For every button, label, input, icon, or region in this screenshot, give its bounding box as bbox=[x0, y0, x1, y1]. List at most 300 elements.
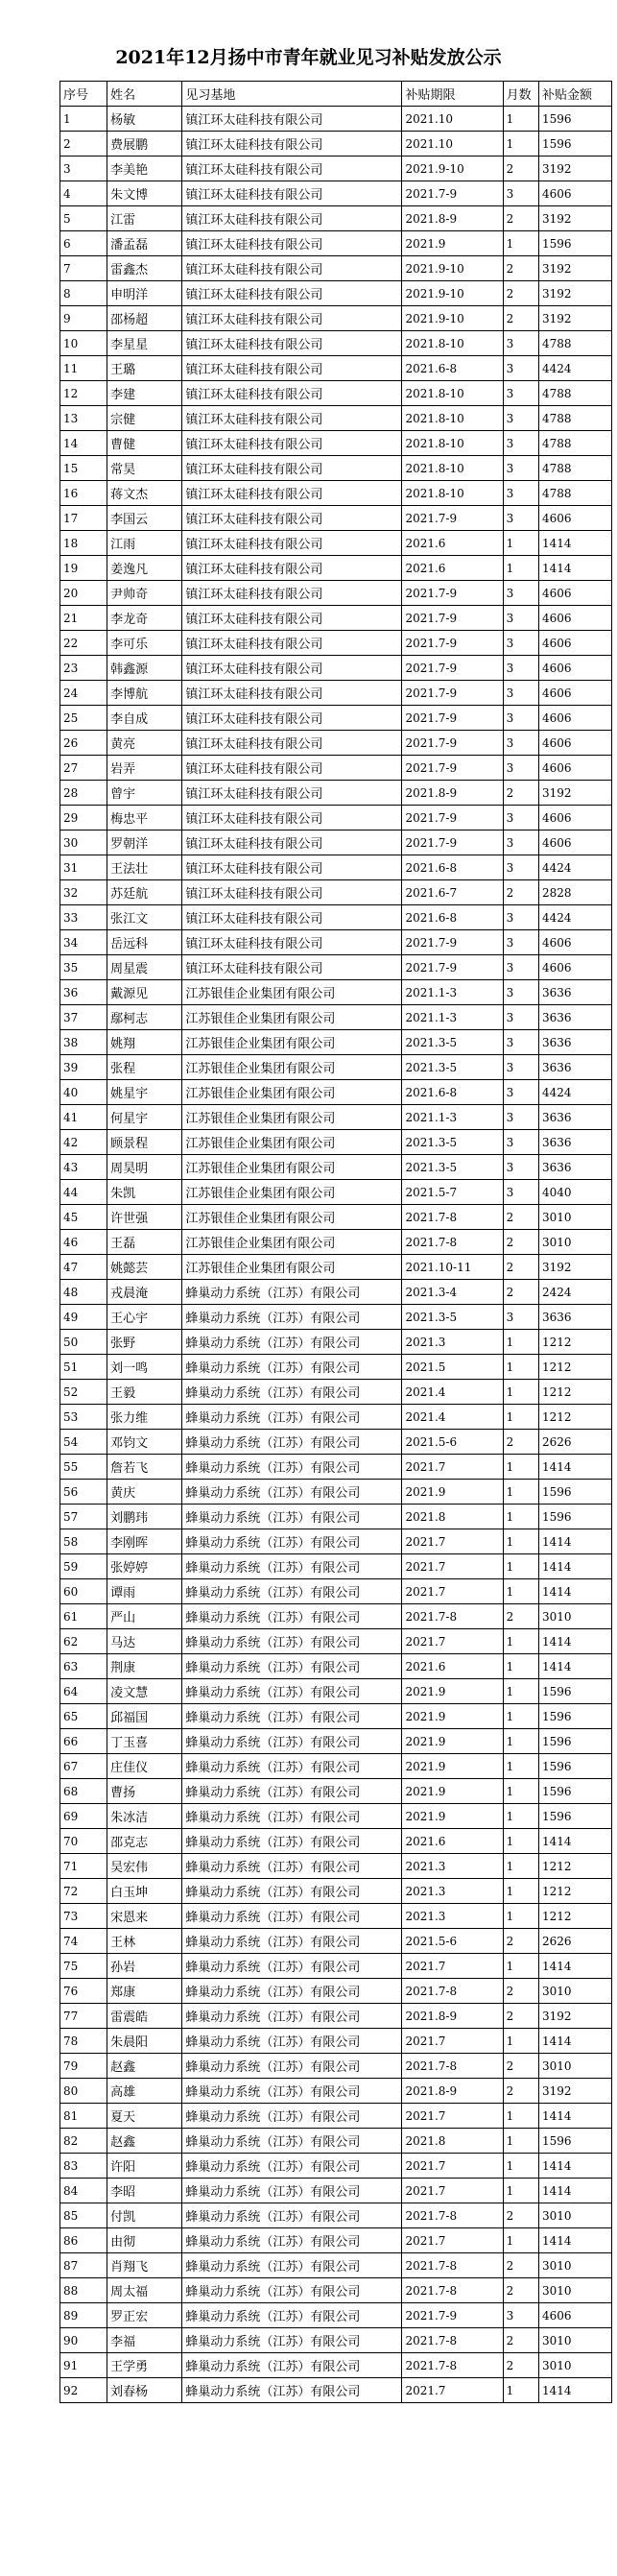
cell-amount: 4788 bbox=[539, 481, 612, 506]
cell-period: 2021.9 bbox=[402, 1729, 503, 1754]
cell-amount: 3636 bbox=[539, 1005, 612, 1030]
cell-months: 3 bbox=[503, 656, 538, 681]
cell-base: 镇江环太硅科技有限公司 bbox=[182, 955, 402, 980]
cell-period: 2021.7 bbox=[402, 1554, 503, 1579]
cell-amount: 1596 bbox=[539, 1804, 612, 1829]
cell-amount: 4606 bbox=[539, 631, 612, 656]
cell-name: 雷震皓 bbox=[107, 2004, 182, 2029]
cell-period: 2021.6-8 bbox=[402, 1080, 503, 1105]
cell-period: 2021.9 bbox=[402, 1480, 503, 1505]
table-row bbox=[60, 930, 612, 955]
cell-no: 3 bbox=[60, 156, 107, 181]
cell-base: 蜂巢动力系统（江苏）有限公司 bbox=[182, 2129, 402, 2154]
cell-base: 江苏银佳企业集团有限公司 bbox=[182, 1205, 402, 1230]
cell-months: 3 bbox=[503, 681, 538, 706]
cell-months: 1 bbox=[503, 2179, 538, 2203]
document-title: 2021年12月扬中市青年就业见习补贴发放公示 bbox=[115, 47, 502, 68]
cell-amount: 3192 bbox=[539, 256, 612, 281]
cell-name: 李自成 bbox=[107, 706, 182, 731]
cell-name: 周太福 bbox=[107, 2278, 182, 2303]
table-row bbox=[60, 905, 612, 930]
cell-amount: 3010 bbox=[539, 2353, 612, 2378]
cell-no: 32 bbox=[60, 880, 107, 905]
table-row bbox=[60, 206, 612, 231]
cell-period: 2021.6 bbox=[402, 556, 503, 581]
cell-name: 朱凯 bbox=[107, 1180, 182, 1205]
cell-period: 2021.5-6 bbox=[402, 1430, 503, 1455]
cell-base: 江苏银佳企业集团有限公司 bbox=[182, 1155, 402, 1180]
cell-name: 姚懿芸 bbox=[107, 1255, 182, 1280]
cell-base: 镇江环太硅科技有限公司 bbox=[182, 356, 402, 381]
cell-name: 雷鑫杰 bbox=[107, 256, 182, 281]
cell-no: 85 bbox=[60, 2203, 107, 2228]
cell-period: 2021.7-8 bbox=[402, 1604, 503, 1629]
cell-name: 蒋文杰 bbox=[107, 481, 182, 506]
cell-base: 蜂巢动力系统（江苏）有限公司 bbox=[182, 1979, 402, 2004]
cell-base: 镇江环太硅科技有限公司 bbox=[182, 132, 402, 156]
table-row bbox=[60, 1280, 612, 1305]
cell-base: 蜂巢动力系统（江苏）有限公司 bbox=[182, 1804, 402, 1829]
table-row bbox=[60, 706, 612, 731]
cell-months: 3 bbox=[503, 756, 538, 781]
cell-no: 58 bbox=[60, 1529, 107, 1554]
cell-base: 江苏银佳企业集团有限公司 bbox=[182, 1130, 402, 1155]
cell-months: 2 bbox=[503, 156, 538, 181]
cell-period: 2021.3-5 bbox=[402, 1055, 503, 1080]
cell-amount: 3192 bbox=[539, 781, 612, 806]
cell-base: 蜂巢动力系统（江苏）有限公司 bbox=[182, 2303, 402, 2328]
cell-period: 2021.8 bbox=[402, 1505, 503, 1529]
cell-months: 3 bbox=[503, 381, 538, 406]
cell-amount: 1212 bbox=[539, 1854, 612, 1879]
cell-period: 2021.9 bbox=[402, 1779, 503, 1804]
cell-no: 82 bbox=[60, 2129, 107, 2154]
cell-name: 由彻 bbox=[107, 2228, 182, 2253]
cell-name: 赵鑫 bbox=[107, 2129, 182, 2154]
cell-amount: 1414 bbox=[539, 1579, 612, 1604]
cell-months: 2 bbox=[503, 1604, 538, 1629]
cell-months: 1 bbox=[503, 132, 538, 156]
cell-amount: 3010 bbox=[539, 2203, 612, 2228]
cell-amount: 1414 bbox=[539, 2104, 612, 2129]
cell-name: 苏廷航 bbox=[107, 880, 182, 905]
cell-name: 申明洋 bbox=[107, 281, 182, 306]
cell-name: 荆康 bbox=[107, 1654, 182, 1679]
cell-months: 3 bbox=[503, 2303, 538, 2328]
cell-base: 蜂巢动力系统（江苏）有限公司 bbox=[182, 1355, 402, 1380]
table-row bbox=[60, 1879, 612, 1904]
cell-base: 蜂巢动力系统（江苏）有限公司 bbox=[182, 1929, 402, 1954]
cell-months: 1 bbox=[503, 531, 538, 556]
cell-name: 宋恩来 bbox=[107, 1904, 182, 1929]
cell-base: 蜂巢动力系统（江苏）有限公司 bbox=[182, 1505, 402, 1529]
cell-no: 41 bbox=[60, 1105, 107, 1130]
cell-name: 朱文博 bbox=[107, 181, 182, 206]
table-row bbox=[60, 1529, 612, 1554]
cell-base: 蜂巢动力系统（江苏）有限公司 bbox=[182, 1305, 402, 1330]
cell-name: 严山 bbox=[107, 1604, 182, 1629]
cell-no: 12 bbox=[60, 381, 107, 406]
cell-name: 邵克志 bbox=[107, 1829, 182, 1854]
cell-base: 镇江环太硅科技有限公司 bbox=[182, 281, 402, 306]
cell-name: 曾宇 bbox=[107, 781, 182, 806]
table-row bbox=[60, 606, 612, 631]
cell-months: 1 bbox=[503, 1804, 538, 1829]
cell-name: 曹扬 bbox=[107, 1779, 182, 1804]
table-row bbox=[60, 1080, 612, 1105]
cell-base: 蜂巢动力系统（江苏）有限公司 bbox=[182, 1879, 402, 1904]
cell-period: 2021.3 bbox=[402, 1330, 503, 1355]
cell-period: 2021.10 bbox=[402, 132, 503, 156]
cell-amount: 4606 bbox=[539, 706, 612, 731]
table-row bbox=[60, 731, 612, 756]
cell-period: 2021.7 bbox=[402, 2029, 503, 2054]
table-row bbox=[60, 1105, 612, 1130]
cell-months: 3 bbox=[503, 581, 538, 606]
cell-months: 3 bbox=[503, 181, 538, 206]
cell-months: 1 bbox=[503, 1505, 538, 1529]
cell-no: 50 bbox=[60, 1330, 107, 1355]
cell-no: 14 bbox=[60, 431, 107, 456]
cell-no: 70 bbox=[60, 1829, 107, 1854]
cell-amount: 1596 bbox=[539, 1704, 612, 1729]
cell-amount: 3010 bbox=[539, 1205, 612, 1230]
cell-name: 王璐 bbox=[107, 356, 182, 381]
cell-no: 2 bbox=[60, 132, 107, 156]
cell-base: 镇江环太硅科技有限公司 bbox=[182, 531, 402, 556]
cell-period: 2021.7-9 bbox=[402, 681, 503, 706]
cell-base: 镇江环太硅科技有限公司 bbox=[182, 606, 402, 631]
cell-base: 镇江环太硅科技有限公司 bbox=[182, 206, 402, 231]
cell-no: 65 bbox=[60, 1704, 107, 1729]
cell-name: 付凯 bbox=[107, 2203, 182, 2228]
table-row bbox=[60, 1030, 612, 1055]
cell-no: 73 bbox=[60, 1904, 107, 1929]
table-row bbox=[60, 631, 612, 656]
cell-period: 2021.1-3 bbox=[402, 1105, 503, 1130]
cell-base: 蜂巢动力系统（江苏）有限公司 bbox=[182, 1380, 402, 1405]
cell-no: 29 bbox=[60, 806, 107, 831]
table-row bbox=[60, 107, 612, 132]
cell-base: 镇江环太硅科技有限公司 bbox=[182, 381, 402, 406]
cell-no: 59 bbox=[60, 1554, 107, 1579]
cell-months: 2 bbox=[503, 1255, 538, 1280]
cell-amount: 1212 bbox=[539, 1904, 612, 1929]
cell-months: 3 bbox=[503, 1105, 538, 1130]
cell-period: 2021.1-3 bbox=[402, 1005, 503, 1030]
cell-months: 3 bbox=[503, 1080, 538, 1105]
cell-name: 邵杨超 bbox=[107, 306, 182, 331]
cell-amount: 1596 bbox=[539, 1779, 612, 1804]
cell-period: 2021.3 bbox=[402, 1879, 503, 1904]
cell-months: 3 bbox=[503, 356, 538, 381]
cell-amount: 1596 bbox=[539, 107, 612, 132]
cell-no: 38 bbox=[60, 1030, 107, 1055]
cell-amount: 2828 bbox=[539, 880, 612, 905]
header-period: 补贴期限 bbox=[402, 82, 503, 107]
cell-base: 江苏银佳企业集团有限公司 bbox=[182, 1255, 402, 1280]
cell-base: 蜂巢动力系统（江苏）有限公司 bbox=[182, 2253, 402, 2278]
table-row bbox=[60, 1704, 612, 1729]
table-row bbox=[60, 681, 612, 706]
table-row bbox=[60, 1005, 612, 1030]
cell-no: 19 bbox=[60, 556, 107, 581]
cell-base: 镇江环太硅科技有限公司 bbox=[182, 855, 402, 880]
cell-name: 常昊 bbox=[107, 456, 182, 481]
table-row bbox=[60, 456, 612, 481]
cell-months: 2 bbox=[503, 306, 538, 331]
cell-period: 2021.7 bbox=[402, 2154, 503, 2179]
table-row bbox=[60, 1754, 612, 1779]
table-row bbox=[60, 1255, 612, 1280]
cell-name: 鄢柯志 bbox=[107, 1005, 182, 1030]
cell-amount: 3636 bbox=[539, 1155, 612, 1180]
cell-period: 2021.3 bbox=[402, 1854, 503, 1879]
cell-name: 吴宏伟 bbox=[107, 1854, 182, 1879]
cell-amount: 1414 bbox=[539, 1629, 612, 1654]
table-row bbox=[60, 1355, 612, 1380]
cell-base: 镇江环太硅科技有限公司 bbox=[182, 831, 402, 855]
cell-amount: 4424 bbox=[539, 855, 612, 880]
cell-months: 1 bbox=[503, 556, 538, 581]
header-name: 姓名 bbox=[107, 82, 182, 107]
cell-months: 2 bbox=[503, 281, 538, 306]
cell-period: 2021.9 bbox=[402, 1679, 503, 1704]
cell-amount: 3010 bbox=[539, 2278, 612, 2303]
cell-months: 3 bbox=[503, 331, 538, 356]
table-row bbox=[60, 506, 612, 531]
cell-base: 镇江环太硅科技有限公司 bbox=[182, 107, 402, 132]
table-row bbox=[60, 1904, 612, 1929]
cell-name: 张程 bbox=[107, 1055, 182, 1080]
cell-amount: 4606 bbox=[539, 681, 612, 706]
cell-no: 77 bbox=[60, 2004, 107, 2029]
cell-months: 1 bbox=[503, 1554, 538, 1579]
cell-period: 2021.7-9 bbox=[402, 756, 503, 781]
cell-months: 2 bbox=[503, 2203, 538, 2228]
cell-base: 蜂巢动力系统（江苏）有限公司 bbox=[182, 1455, 402, 1480]
cell-base: 蜂巢动力系统（江苏）有限公司 bbox=[182, 2029, 402, 2054]
cell-months: 1 bbox=[503, 1455, 538, 1480]
cell-amount: 1414 bbox=[539, 2179, 612, 2203]
cell-amount: 3010 bbox=[539, 1604, 612, 1629]
cell-name: 王磊 bbox=[107, 1230, 182, 1255]
cell-period: 2021.8-10 bbox=[402, 481, 503, 506]
cell-period: 2021.7-9 bbox=[402, 831, 503, 855]
table-row bbox=[60, 1380, 612, 1405]
cell-name: 李美艳 bbox=[107, 156, 182, 181]
cell-name: 姜逸凡 bbox=[107, 556, 182, 581]
cell-name: 许阳 bbox=[107, 2154, 182, 2179]
cell-amount: 4606 bbox=[539, 606, 612, 631]
table-row bbox=[60, 1779, 612, 1804]
cell-base: 蜂巢动力系统（江苏）有限公司 bbox=[182, 1579, 402, 1604]
cell-base: 蜂巢动力系统（江苏）有限公司 bbox=[182, 2353, 402, 2378]
cell-name: 王林 bbox=[107, 1929, 182, 1954]
cell-no: 86 bbox=[60, 2228, 107, 2253]
cell-no: 27 bbox=[60, 756, 107, 781]
cell-months: 2 bbox=[503, 2054, 538, 2079]
cell-base: 蜂巢动力系统（江苏）有限公司 bbox=[182, 1904, 402, 1929]
cell-period: 2021.9 bbox=[402, 1754, 503, 1779]
cell-amount: 3636 bbox=[539, 1055, 612, 1080]
cell-base: 蜂巢动力系统（江苏）有限公司 bbox=[182, 2054, 402, 2079]
cell-no: 66 bbox=[60, 1729, 107, 1754]
table-row bbox=[60, 1554, 612, 1579]
cell-name: 白玉坤 bbox=[107, 1879, 182, 1904]
cell-period: 2021.7-9 bbox=[402, 581, 503, 606]
cell-no: 21 bbox=[60, 606, 107, 631]
cell-base: 蜂巢动力系统（江苏）有限公司 bbox=[182, 1854, 402, 1879]
cell-period: 2021.7 bbox=[402, 2228, 503, 2253]
cell-name: 夏天 bbox=[107, 2104, 182, 2129]
cell-period: 2021.7 bbox=[402, 1579, 503, 1604]
table-row bbox=[60, 1804, 612, 1829]
cell-months: 1 bbox=[503, 1829, 538, 1854]
cell-name: 曹健 bbox=[107, 431, 182, 456]
cell-amount: 4606 bbox=[539, 930, 612, 955]
cell-base: 镇江环太硅科技有限公司 bbox=[182, 706, 402, 731]
table-row bbox=[60, 306, 612, 331]
cell-name: 朱晨阳 bbox=[107, 2029, 182, 2054]
cell-period: 2021.7-9 bbox=[402, 631, 503, 656]
cell-base: 江苏银佳企业集团有限公司 bbox=[182, 1080, 402, 1105]
cell-amount: 4606 bbox=[539, 831, 612, 855]
cell-base: 蜂巢动力系统（江苏）有限公司 bbox=[182, 1405, 402, 1430]
cell-period: 2021.7-8 bbox=[402, 1205, 503, 1230]
cell-period: 2021.6 bbox=[402, 1654, 503, 1679]
cell-months: 1 bbox=[503, 1654, 538, 1679]
cell-base: 江苏银佳企业集团有限公司 bbox=[182, 1105, 402, 1130]
header-base: 见习基地 bbox=[182, 82, 402, 107]
cell-no: 54 bbox=[60, 1430, 107, 1455]
cell-no: 48 bbox=[60, 1280, 107, 1305]
cell-no: 80 bbox=[60, 2079, 107, 2104]
cell-period: 2021.7-8 bbox=[402, 2054, 503, 2079]
cell-months: 1 bbox=[503, 1904, 538, 1929]
cell-months: 1 bbox=[503, 1480, 538, 1505]
cell-amount: 1212 bbox=[539, 1355, 612, 1380]
cell-no: 55 bbox=[60, 1455, 107, 1480]
cell-period: 2021.7 bbox=[402, 2378, 503, 2403]
cell-amount: 1596 bbox=[539, 1505, 612, 1529]
cell-no: 60 bbox=[60, 1579, 107, 1604]
cell-period: 2021.8-10 bbox=[402, 331, 503, 356]
cell-base: 蜂巢动力系统（江苏）有限公司 bbox=[182, 2004, 402, 2029]
cell-months: 1 bbox=[503, 2104, 538, 2129]
table-row bbox=[60, 2004, 612, 2029]
cell-base: 蜂巢动力系统（江苏）有限公司 bbox=[182, 2203, 402, 2228]
cell-period: 2021.7-9 bbox=[402, 656, 503, 681]
cell-name: 凌文慧 bbox=[107, 1679, 182, 1704]
cell-no: 31 bbox=[60, 855, 107, 880]
table-row bbox=[60, 1629, 612, 1654]
cell-period: 2021.3-5 bbox=[402, 1130, 503, 1155]
cell-period: 2021.9-10 bbox=[402, 306, 503, 331]
cell-period: 2021.7 bbox=[402, 2104, 503, 2129]
cell-period: 2021.8-9 bbox=[402, 781, 503, 806]
cell-no: 16 bbox=[60, 481, 107, 506]
cell-name: 潘孟磊 bbox=[107, 231, 182, 256]
table-row bbox=[60, 2029, 612, 2054]
cell-months: 1 bbox=[503, 2154, 538, 2179]
cell-no: 22 bbox=[60, 631, 107, 656]
cell-amount: 3192 bbox=[539, 2079, 612, 2104]
table-row bbox=[60, 1480, 612, 1505]
cell-no: 34 bbox=[60, 930, 107, 955]
cell-amount: 2626 bbox=[539, 1430, 612, 1455]
cell-period: 2021.8-10 bbox=[402, 431, 503, 456]
cell-amount: 1596 bbox=[539, 1754, 612, 1779]
cell-months: 1 bbox=[503, 1355, 538, 1380]
cell-amount: 3636 bbox=[539, 1305, 612, 1330]
cell-no: 23 bbox=[60, 656, 107, 681]
cell-amount: 3636 bbox=[539, 980, 612, 1005]
cell-name: 朱冰洁 bbox=[107, 1804, 182, 1829]
cell-amount: 3010 bbox=[539, 1230, 612, 1255]
table-row bbox=[60, 2278, 612, 2303]
cell-no: 7 bbox=[60, 256, 107, 281]
cell-base: 蜂巢动力系统（江苏）有限公司 bbox=[182, 1280, 402, 1305]
cell-months: 3 bbox=[503, 1305, 538, 1330]
cell-amount: 1596 bbox=[539, 231, 612, 256]
cell-name: 郑康 bbox=[107, 1979, 182, 2004]
cell-months: 3 bbox=[503, 955, 538, 980]
cell-name: 张婷婷 bbox=[107, 1554, 182, 1579]
cell-amount: 1414 bbox=[539, 1654, 612, 1679]
cell-amount: 4606 bbox=[539, 581, 612, 606]
cell-months: 1 bbox=[503, 1954, 538, 1979]
table-row bbox=[60, 1979, 612, 2004]
cell-base: 蜂巢动力系统（江苏）有限公司 bbox=[182, 1629, 402, 1654]
cell-period: 2021.7-8 bbox=[402, 2253, 503, 2278]
cell-amount: 4606 bbox=[539, 506, 612, 531]
cell-base: 蜂巢动力系统（江苏）有限公司 bbox=[182, 1604, 402, 1629]
table-row bbox=[60, 181, 612, 206]
cell-period: 2021.3-5 bbox=[402, 1155, 503, 1180]
cell-name: 丁玉喜 bbox=[107, 1729, 182, 1754]
cell-period: 2021.10 bbox=[402, 107, 503, 132]
cell-amount: 1414 bbox=[539, 1529, 612, 1554]
cell-base: 蜂巢动力系统（江苏）有限公司 bbox=[182, 1554, 402, 1579]
cell-months: 1 bbox=[503, 1529, 538, 1554]
cell-months: 1 bbox=[503, 1629, 538, 1654]
cell-period: 2021.5 bbox=[402, 1355, 503, 1380]
cell-no: 67 bbox=[60, 1754, 107, 1779]
cell-no: 90 bbox=[60, 2328, 107, 2353]
cell-no: 18 bbox=[60, 531, 107, 556]
cell-period: 2021.7-9 bbox=[402, 2303, 503, 2328]
cell-months: 1 bbox=[503, 231, 538, 256]
cell-no: 49 bbox=[60, 1305, 107, 1330]
cell-base: 镇江环太硅科技有限公司 bbox=[182, 681, 402, 706]
table-row bbox=[60, 1579, 612, 1604]
cell-name: 马达 bbox=[107, 1629, 182, 1654]
cell-no: 69 bbox=[60, 1804, 107, 1829]
cell-months: 2 bbox=[503, 206, 538, 231]
cell-name: 李星星 bbox=[107, 331, 182, 356]
table-row bbox=[60, 656, 612, 681]
cell-months: 3 bbox=[503, 706, 538, 731]
cell-period: 2021.7 bbox=[402, 2179, 503, 2203]
cell-no: 81 bbox=[60, 2104, 107, 2129]
cell-no: 56 bbox=[60, 1480, 107, 1505]
cell-name: 顾景程 bbox=[107, 1130, 182, 1155]
cell-name: 江雷 bbox=[107, 206, 182, 231]
cell-no: 63 bbox=[60, 1654, 107, 1679]
cell-base: 镇江环太硅科技有限公司 bbox=[182, 556, 402, 581]
cell-no: 40 bbox=[60, 1080, 107, 1105]
